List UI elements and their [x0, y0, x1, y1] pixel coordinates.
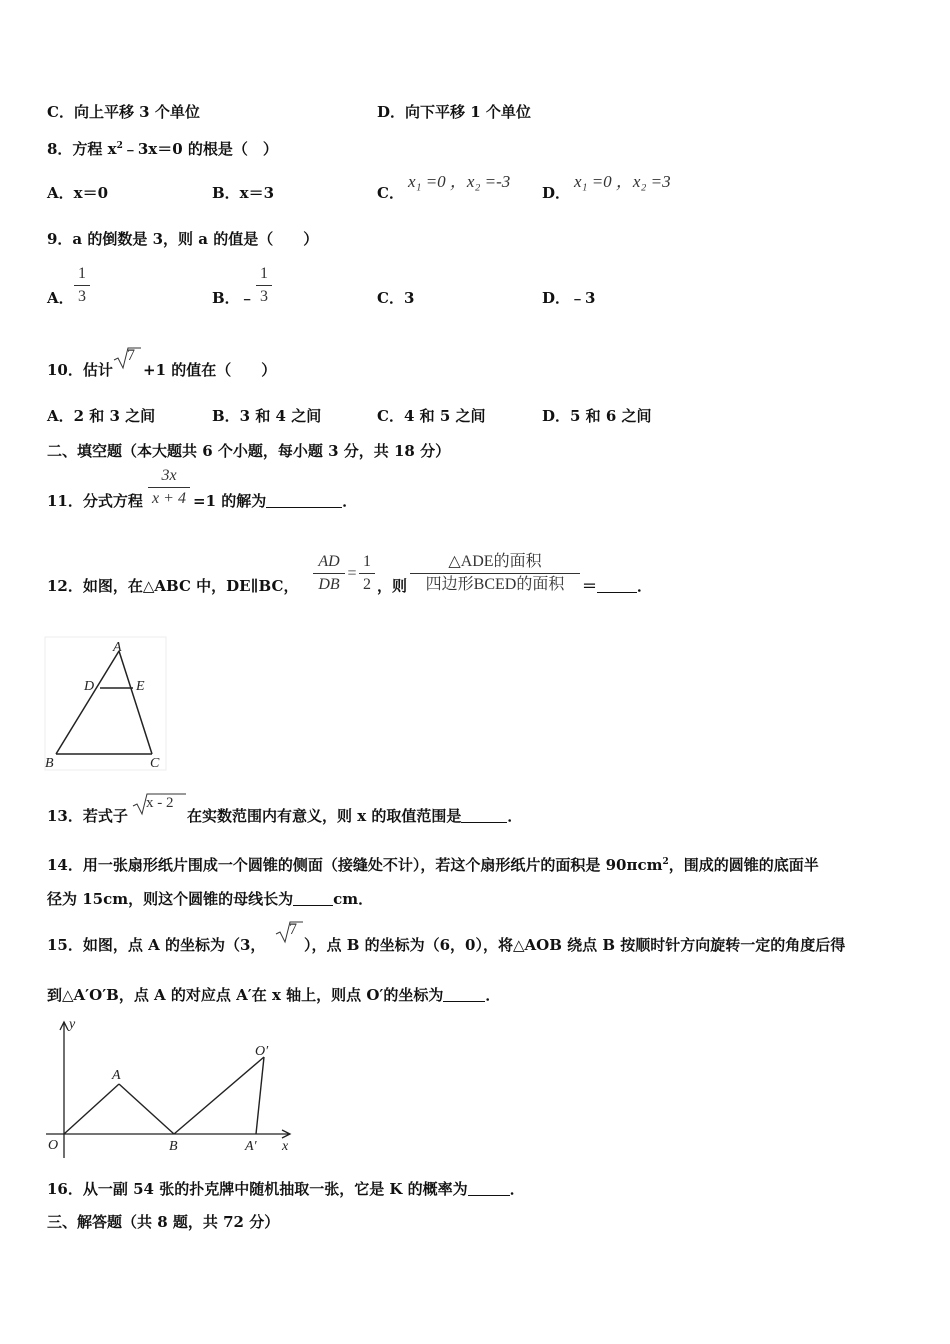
- q15-radicand: 7: [289, 921, 297, 938]
- q12-stem-pre: 12．如图，在△ABC 中，DE∥BC，: [47, 577, 299, 595]
- q15-line-1-pre: 15．如图，点 A 的坐标为（3，: [47, 936, 266, 954]
- fig12-side-ab: [56, 651, 119, 754]
- q8-stem: 8．方程 $x^2﹣3x=0$ 的根是（ ）: [47, 140, 278, 158]
- fig15-segment-bo-prime: [174, 1057, 264, 1134]
- fig12-label-d: D: [84, 679, 95, 694]
- q15-line-1-post: ），点 B 的坐标为（6，0），将△AOB 绕点 B 按顺时针方向旋转一定的角度后得: [304, 936, 846, 954]
- fig12-side-ac: [119, 651, 152, 754]
- q12-stem-post: ＝ ．: [582, 577, 653, 595]
- fig15-label-x: x: [282, 1139, 289, 1154]
- q12-triangle-figure: [44, 636, 168, 772]
- q11-answer-blank[interactable]: [266, 507, 342, 508]
- q16-stem: 16．从一副 54 张的扑克牌中随机抽取一张，它是 K 的概率为 ．: [47, 1180, 525, 1198]
- q15-coordinate-figure: [44, 1012, 300, 1162]
- fig12-label-e: E: [136, 679, 145, 694]
- q11-stem-post: =1 的解为 ．: [193, 492, 358, 510]
- q10-option-b: B．3 和 4 之间: [212, 407, 322, 425]
- fig12-label-c: C: [150, 756, 160, 771]
- q12-fraction-one-half: 1 2: [359, 552, 375, 595]
- q13-answer-blank[interactable]: [461, 822, 507, 823]
- q8-option-d-math: x₁ =0 ，x₂ =3: [574, 172, 671, 191]
- fig15-segment-ab: [119, 1084, 174, 1134]
- q14-line-2: 径为 15cm，则这个圆锥的母线长为 cm．: [47, 890, 374, 908]
- q7-option-d: D．向下平移 1 个单位: [377, 103, 531, 121]
- fig15-label-b: B: [169, 1139, 178, 1154]
- q7-option-c: C．向上平移 3 个单位: [47, 103, 200, 121]
- q9-option-a-fraction: 1 3: [74, 264, 90, 307]
- q14-line-1: 14．用一张扇形纸片围成一个圆锥的侧面（接缝处不计），若这个扇形纸片的面积是 90πcm$^2$，围成的圆锥的底面半: [47, 856, 819, 874]
- fig15-label-y: y: [69, 1017, 76, 1032]
- q8-option-c-math: x₁ =0 ，x₂ =-3: [408, 172, 511, 191]
- q12-mid: ，则: [377, 577, 408, 595]
- q9-option-b-label: B．﹣: [212, 289, 255, 307]
- q8-option-d-label: D．: [542, 184, 571, 202]
- q13-stem-pre: 13．若式子: [47, 807, 128, 825]
- q11-stem-pre: 11．分式方程: [47, 492, 143, 510]
- q16-answer-blank[interactable]: [468, 1195, 510, 1196]
- q15-line-2: 到△A′O′B，点 A 的对应点 A′在 x 轴上，则点 O′的坐标为 ．: [47, 986, 501, 1004]
- q14-answer-blank[interactable]: [293, 905, 333, 906]
- fig15-label-a-prime: A′: [245, 1139, 257, 1154]
- q13-stem-post: 在实数范围内有意义，则 x 的取值范围是 ．: [187, 807, 523, 825]
- q12-answer-blank[interactable]: [597, 592, 637, 593]
- q13-radicand: x - 2: [146, 795, 174, 811]
- q10-option-a: A．2 和 3 之间: [47, 407, 156, 425]
- q8-option-a: A．x＝0: [47, 184, 109, 202]
- q9-option-d: D．﹣3: [542, 289, 596, 307]
- q10-stem-pre: 10．估计: [47, 361, 113, 379]
- q9-option-a-label: A．: [47, 289, 74, 307]
- fig15-segment-o-prime-a-prime: [256, 1057, 264, 1134]
- q9-stem: 9．a 的倒数是 3，则 a 的值是（ ）: [47, 230, 319, 248]
- fig15-label-o: O: [48, 1138, 59, 1153]
- q8-option-c-label: C．: [377, 184, 404, 202]
- fig12-label-b: B: [45, 756, 54, 771]
- q10-option-c: C．4 和 5 之间: [377, 407, 486, 425]
- section-3-heading: 三、解答题（共 8 题，共 72 分）: [47, 1213, 280, 1231]
- q15-answer-blank[interactable]: [443, 1001, 485, 1002]
- q9-option-c: C．3: [377, 289, 415, 307]
- section-2-heading: 二、填空题（本大题共 6 个小题，每小题 3 分，共 18 分）: [47, 442, 451, 460]
- q10-radicand: 7: [127, 347, 135, 364]
- q12-equals: =: [347, 565, 357, 582]
- q10-stem-post: +1 的值在（ ）: [143, 361, 277, 379]
- fig15-label-a: A: [112, 1068, 121, 1083]
- q12-fraction-ad-db: AD DB: [313, 552, 345, 595]
- q11-fraction: 3x x + 4: [148, 466, 190, 509]
- fig15-label-o-prime: O′: [255, 1044, 269, 1059]
- fig12-label-a: A: [113, 640, 122, 655]
- q12-area-ratio: △ADE的面积 四边形BCED的面积: [410, 552, 580, 595]
- q10-option-d: D．5 和 6 之间: [542, 407, 652, 425]
- q9-option-b-fraction: 1 3: [256, 264, 272, 307]
- q8-option-b: B．x＝3: [212, 184, 275, 202]
- fig15-segment-oa: [64, 1084, 119, 1134]
